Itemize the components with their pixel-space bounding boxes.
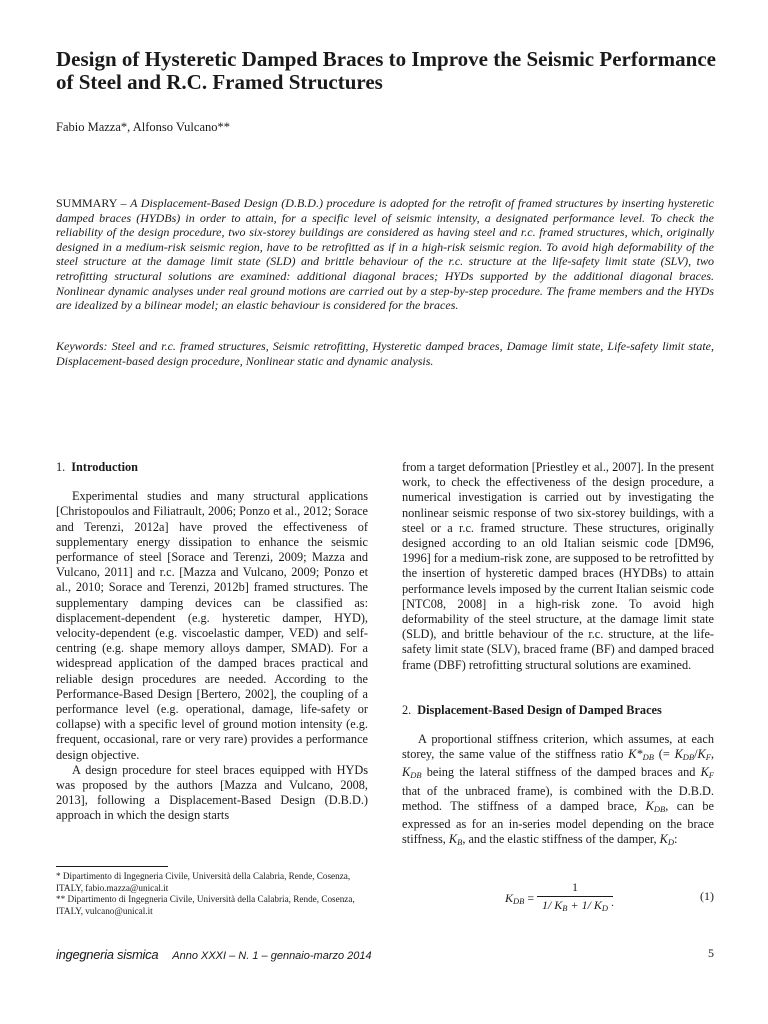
equation-numerator: 1 xyxy=(572,880,578,894)
footnote-2: ** Dipartimento di Ingegneria Civile, Università della Calabria, Rende, Cosenza, ITALY, vulcano@unical.it xyxy=(56,894,355,916)
summary-text: A Displacement-Based Design (D.B.D.) procedure is adopted for the retrofit of framed structures by inserting hysteretic damped braces (HYDBs) in order to attain, for a specific level of seismic intensity, a designated performance level. To check the reliability of the design procedure, two six-storey buildings are considered as having steel and r.c. framed structures, which, originally designed in a medium-risk seismic region, have to be retrofitted as if in a high-risk seismic region. To avoid high deformability of the steel structure at the damage limit state (SLD) and brittle behaviour of the r.c. structure at the life-safety limit state (SLV), two retrofitting structural solutions are examined: additional diagonal braces; HYDs supported by the additional diagonal braces. Nonlinear dynamic analyses under real ground motions are carried out by a step-by-step procedure. The frame members and the HYDs are idealized by a bilinear model; an elastic behaviour is considered for the braces. xyxy=(56,196,714,313)
equation-denominator: 1/ $K_B + 1/$ $K_D$ xyxy=(541,898,609,913)
left-column xyxy=(56,460,368,824)
intro-paragraph-2: A design procedure for steel braces equipped with HYDs was proposed by the authors [Mazza and Vulcano, 2008, 2013], following a Displacement-Based Design (D.B.D.) approach in which the design starts xyxy=(56,762,368,823)
journal-name: ingegneria sismica xyxy=(56,947,159,962)
keywords: Keywords: Steel and r.c. framed structures, Seismic retrofitting, Hysteretic damped braces, Damage limit state, Life-safety limit state, Displacement-based design procedure, Nonlinear static and dynamic analysis. xyxy=(56,339,714,368)
page-footer xyxy=(56,946,714,966)
section-title: Displacement-Based Design of Damped Braces xyxy=(417,702,662,717)
equation-fraction xyxy=(537,880,613,913)
equation-lhs: $K_{DB}$ = xyxy=(505,891,535,906)
footnote-rule xyxy=(56,866,168,867)
footnote-1: * Dipartimento di Ingegneria Civile, Università della Calabria, Rende, Cosenza, ITALY, fabio.mazza@unical.it xyxy=(56,871,351,893)
right-column xyxy=(402,460,714,850)
section-number: 2. xyxy=(402,702,412,717)
summary xyxy=(56,196,714,313)
journal-issue: Anno XXXI – N. 1 – gennaio-marzo 2014 xyxy=(172,950,372,962)
intro-paragraph-3: from a target deformation [Priestley et al., 2007]. In the present work, to check the effectiveness of the design procedure, a numerical investigation is carried out by investigating the nonlinear seismic response of two six-storey buildings, with a steel or a r.c. framed structure. These structures, originally designed according to an old Italian seismic code [DM96, 1996] for a medium-risk zone, are supposed to be retrofitted by the insertion of hysteretic damped braces (HYDBs) to attain performance levels imposed by the current Italian seismic code [NTC08, 2008] in a high-risk zone. To avoid high deformability of the steel structure, at the damage limit state (SLD), and brittle behaviour of the r.c. structure, at the life-safety limit state (SLV), braced frame (BF) and damped braced frame (DBF) retrofitting structural solutions are examined. xyxy=(402,460,714,672)
section-heading-introduction xyxy=(56,460,368,475)
intro-paragraph-1: Experimental studies and many structural applications [Christopoulos and Filiatrault, 2006; Ponzo et al., 2012; Sorace and Terenzi, 2012a] have proved the effectiveness of supplementary energy dissipation to enhance the seismic performance of steel [Sorace and Terenzi, 2009; Mazza and Vulcano, 2011] and r.c. [Mazza and Vulcano, 2009; Ponzo et al., 2010; Sorace and Terenzi, 2012b] framed structures. The supplementary damping devices can be classified as: displacement-dependent (e.g. hysteretic damper, HYD), velocity-dependent (e.g. viscoelastic damper, VED) and self-centring (e.g. shape memory alloys damper, SMAD). For a widespread application of the damped braces practical and reliable design procedures are needed. According to the Performance-Based Design [Bertero, 2002], the coupling of a performance level (e.g. operational, damage, life-safety or collapse) with a specific level of ground motion intensity (e.g. frequent, occasional, rare or very rare) provides a performance design objective. xyxy=(56,489,368,762)
equation-number: (1) xyxy=(700,889,714,903)
section-title: Introduction xyxy=(71,460,138,474)
equation-period: . xyxy=(611,895,614,909)
summary-label: SUMMARY – xyxy=(56,196,131,210)
section-number: 1. xyxy=(56,460,66,474)
section-heading-dbd xyxy=(402,703,714,718)
dbd-paragraph: A proportional stiffness criterion, which assumes, at each storey, the same value of the stiffness ratio $K*_{DB}$ (= $K_{DB}/K_F$, $K_{DB}$ being the lateral stiffness of the damped braces and $K_F$ that of the unbraced frame), is combined with the D.B.D. method. The stiffness of a damped brace, $K_{DB}$, can be expressed as for an in-series model depending on the brace stiffness, $K_B$, and the elastic stiffness of the damper, $K_D$: xyxy=(402,732,715,848)
page-number: 5 xyxy=(708,946,714,960)
paper-title: Design of Hysteretic Damped Braces to Improve the Seismic Performance of Steel and R.C. Framed Structures xyxy=(56,47,716,94)
footnotes xyxy=(56,871,368,917)
equation-1 xyxy=(402,880,714,920)
authors: Fabio Mazza*, Alfonso Vulcano** xyxy=(56,120,230,134)
